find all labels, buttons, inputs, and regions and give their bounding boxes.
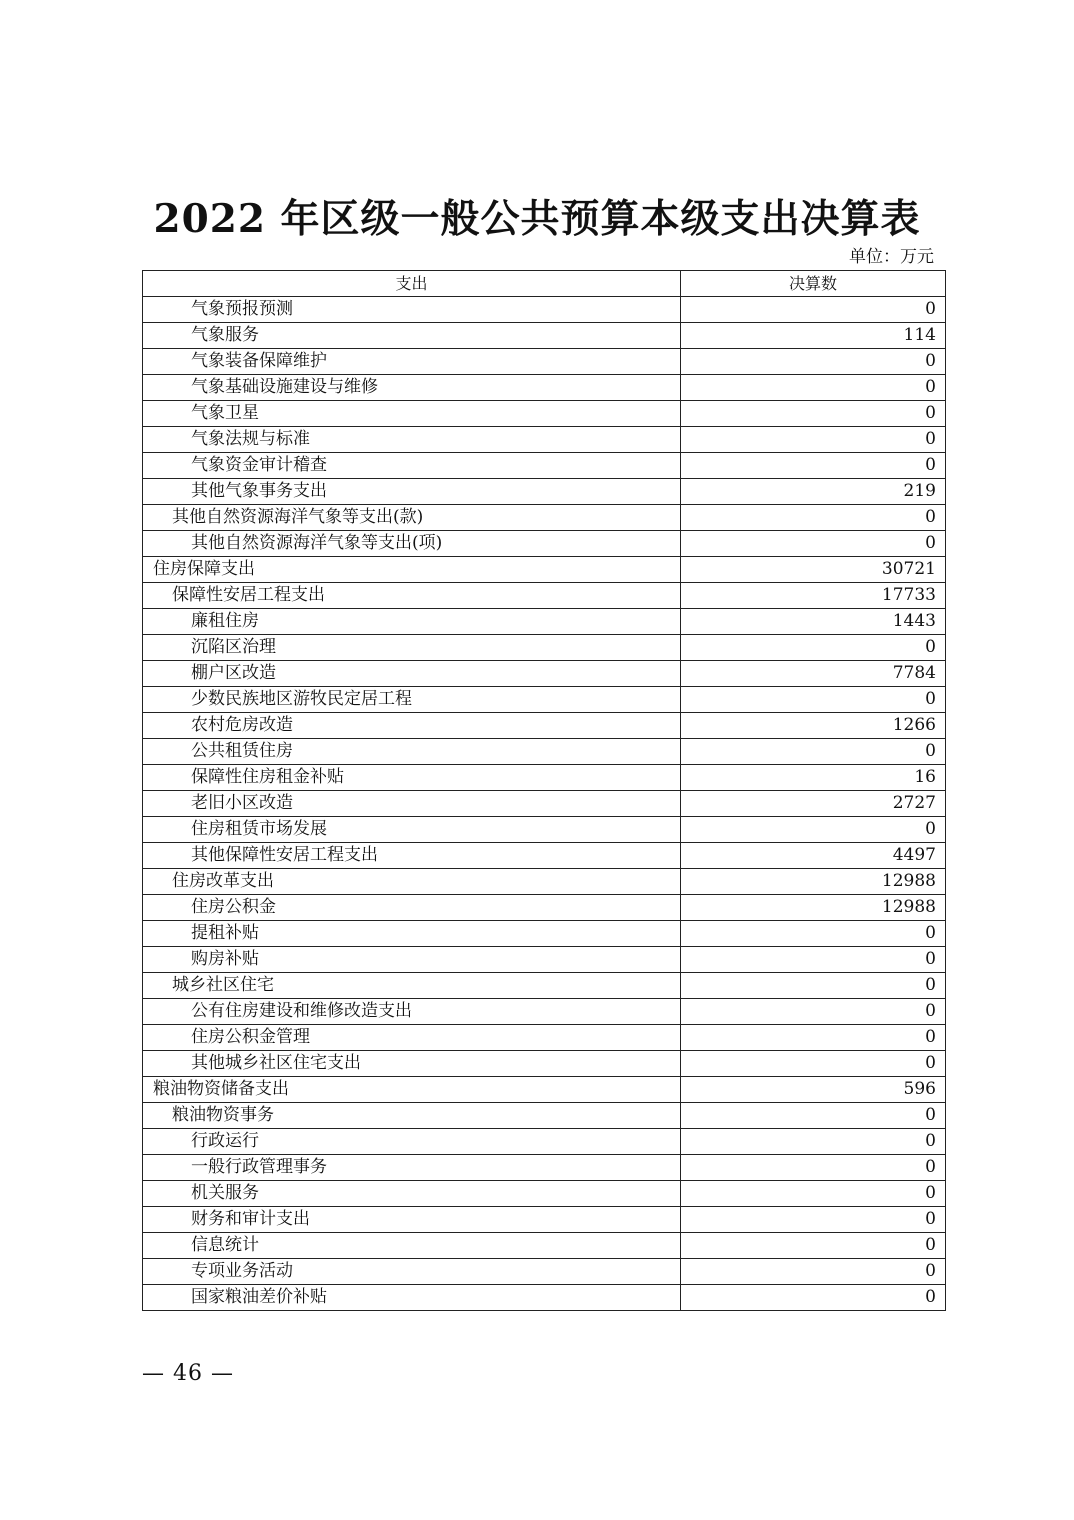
table-row [143, 1259, 946, 1285]
table-row [143, 947, 946, 973]
table-row [143, 453, 946, 479]
table-row [143, 1233, 946, 1259]
table-row [143, 973, 946, 999]
row-item-name: 其他自然资源海洋气象等支出(款) [143, 505, 681, 531]
row-item-value: 0 [681, 453, 946, 479]
table-row [143, 869, 946, 895]
row-item-value: 0 [681, 401, 946, 427]
table-row [143, 895, 946, 921]
row-item-value: 0 [681, 973, 946, 999]
page-number: — 46 — [142, 1361, 234, 1386]
table-row [143, 1051, 946, 1077]
table-row [143, 739, 946, 765]
row-item-name: 棚户区改造 [143, 661, 681, 687]
row-item-value: 0 [681, 1155, 946, 1181]
row-item-value: 0 [681, 1129, 946, 1155]
row-item-value: 114 [681, 323, 946, 349]
row-item-value: 0 [681, 999, 946, 1025]
row-item-value: 16 [681, 765, 946, 791]
row-item-value: 0 [681, 1181, 946, 1207]
header-final-amount: 决算数 [681, 271, 946, 297]
table-row [143, 401, 946, 427]
table-row [143, 661, 946, 687]
row-item-name: 气象装备保障维护 [143, 349, 681, 375]
row-item-value: 12988 [681, 895, 946, 921]
table-row [143, 817, 946, 843]
row-item-value: 7784 [681, 661, 946, 687]
table-row [143, 1103, 946, 1129]
row-item-value: 0 [681, 739, 946, 765]
table-row [143, 999, 946, 1025]
table-row [143, 583, 946, 609]
unit-label: 单位：万元 [849, 247, 934, 267]
table-row [143, 531, 946, 557]
row-item-name: 其他城乡社区住宅支出 [143, 1051, 681, 1077]
table-row [143, 375, 946, 401]
budget-table [142, 270, 946, 1311]
row-item-name: 城乡社区住宅 [143, 973, 681, 999]
row-item-name: 购房补贴 [143, 947, 681, 973]
row-item-name: 住房公积金管理 [143, 1025, 681, 1051]
row-item-value: 0 [681, 505, 946, 531]
row-item-name: 沉陷区治理 [143, 635, 681, 661]
row-item-name: 农村危房改造 [143, 713, 681, 739]
table-row [143, 765, 946, 791]
row-item-value: 0 [681, 427, 946, 453]
table-row [143, 1181, 946, 1207]
row-item-value: 0 [681, 1051, 946, 1077]
row-item-name: 行政运行 [143, 1129, 681, 1155]
table-row [143, 921, 946, 947]
row-item-name: 气象预报预测 [143, 297, 681, 323]
row-item-name: 气象卫星 [143, 401, 681, 427]
row-item-value: 0 [681, 1259, 946, 1285]
table-row [143, 1129, 946, 1155]
row-item-value: 1266 [681, 713, 946, 739]
row-item-name: 一般行政管理事务 [143, 1155, 681, 1181]
row-item-value: 596 [681, 1077, 946, 1103]
row-item-name: 老旧小区改造 [143, 791, 681, 817]
row-item-name: 信息统计 [143, 1233, 681, 1259]
row-item-name: 粮油物资事务 [143, 1103, 681, 1129]
table-row [143, 687, 946, 713]
table-row [143, 505, 946, 531]
row-item-value: 0 [681, 921, 946, 947]
table-row [143, 1207, 946, 1233]
table-row [143, 635, 946, 661]
table-row [143, 1025, 946, 1051]
table-row [143, 323, 946, 349]
table-row [143, 427, 946, 453]
row-item-name: 气象资金审计稽查 [143, 453, 681, 479]
table-body [143, 297, 946, 1311]
row-item-name: 其他自然资源海洋气象等支出(项) [143, 531, 681, 557]
row-item-value: 2727 [681, 791, 946, 817]
row-item-name: 粮油物资储备支出 [143, 1077, 681, 1103]
row-item-value: 1443 [681, 609, 946, 635]
table-row [143, 843, 946, 869]
row-item-value: 0 [681, 531, 946, 557]
row-item-value: 0 [681, 817, 946, 843]
row-item-name: 财务和审计支出 [143, 1207, 681, 1233]
row-item-value: 0 [681, 635, 946, 661]
row-item-value: 219 [681, 479, 946, 505]
row-item-value: 0 [681, 297, 946, 323]
row-item-name: 住房公积金 [143, 895, 681, 921]
table-row [143, 791, 946, 817]
row-item-value: 4497 [681, 843, 946, 869]
row-item-name: 公有住房建设和维修改造支出 [143, 999, 681, 1025]
row-item-value: 0 [681, 1103, 946, 1129]
row-item-name: 气象基础设施建设与维修 [143, 375, 681, 401]
row-item-value: 17733 [681, 583, 946, 609]
row-item-value: 0 [681, 1285, 946, 1311]
row-item-value: 0 [681, 349, 946, 375]
header-expenditure: 支出 [143, 271, 681, 297]
row-item-name: 提租补贴 [143, 921, 681, 947]
row-item-name: 保障性安居工程支出 [143, 583, 681, 609]
table-row [143, 609, 946, 635]
row-item-name: 少数民族地区游牧民定居工程 [143, 687, 681, 713]
table-row [143, 713, 946, 739]
row-item-name: 住房改革支出 [143, 869, 681, 895]
row-item-name: 机关服务 [143, 1181, 681, 1207]
table-row [143, 297, 946, 323]
table-row [143, 557, 946, 583]
table-row [143, 349, 946, 375]
row-item-name: 其他保障性安居工程支出 [143, 843, 681, 869]
row-item-name: 气象服务 [143, 323, 681, 349]
table-row [143, 1285, 946, 1311]
row-item-name: 公共租赁住房 [143, 739, 681, 765]
row-item-name: 专项业务活动 [143, 1259, 681, 1285]
row-item-name: 气象法规与标准 [143, 427, 681, 453]
document-title: 2022 年区级一般公共预算本级支出决算表 [153, 196, 921, 242]
row-item-name: 保障性住房租金补贴 [143, 765, 681, 791]
table-row [143, 1077, 946, 1103]
row-item-value: 0 [681, 947, 946, 973]
row-item-name: 廉租住房 [143, 609, 681, 635]
row-item-value: 0 [681, 687, 946, 713]
row-item-name: 国家粮油差价补贴 [143, 1285, 681, 1311]
row-item-value: 0 [681, 1025, 946, 1051]
table-header-row [143, 271, 946, 297]
table-row [143, 479, 946, 505]
row-item-name: 住房保障支出 [143, 557, 681, 583]
row-item-value: 0 [681, 1233, 946, 1259]
row-item-value: 0 [681, 1207, 946, 1233]
table-row [143, 1155, 946, 1181]
row-item-value: 0 [681, 375, 946, 401]
row-item-value: 12988 [681, 869, 946, 895]
row-item-name: 其他气象事务支出 [143, 479, 681, 505]
row-item-value: 30721 [681, 557, 946, 583]
row-item-name: 住房租赁市场发展 [143, 817, 681, 843]
